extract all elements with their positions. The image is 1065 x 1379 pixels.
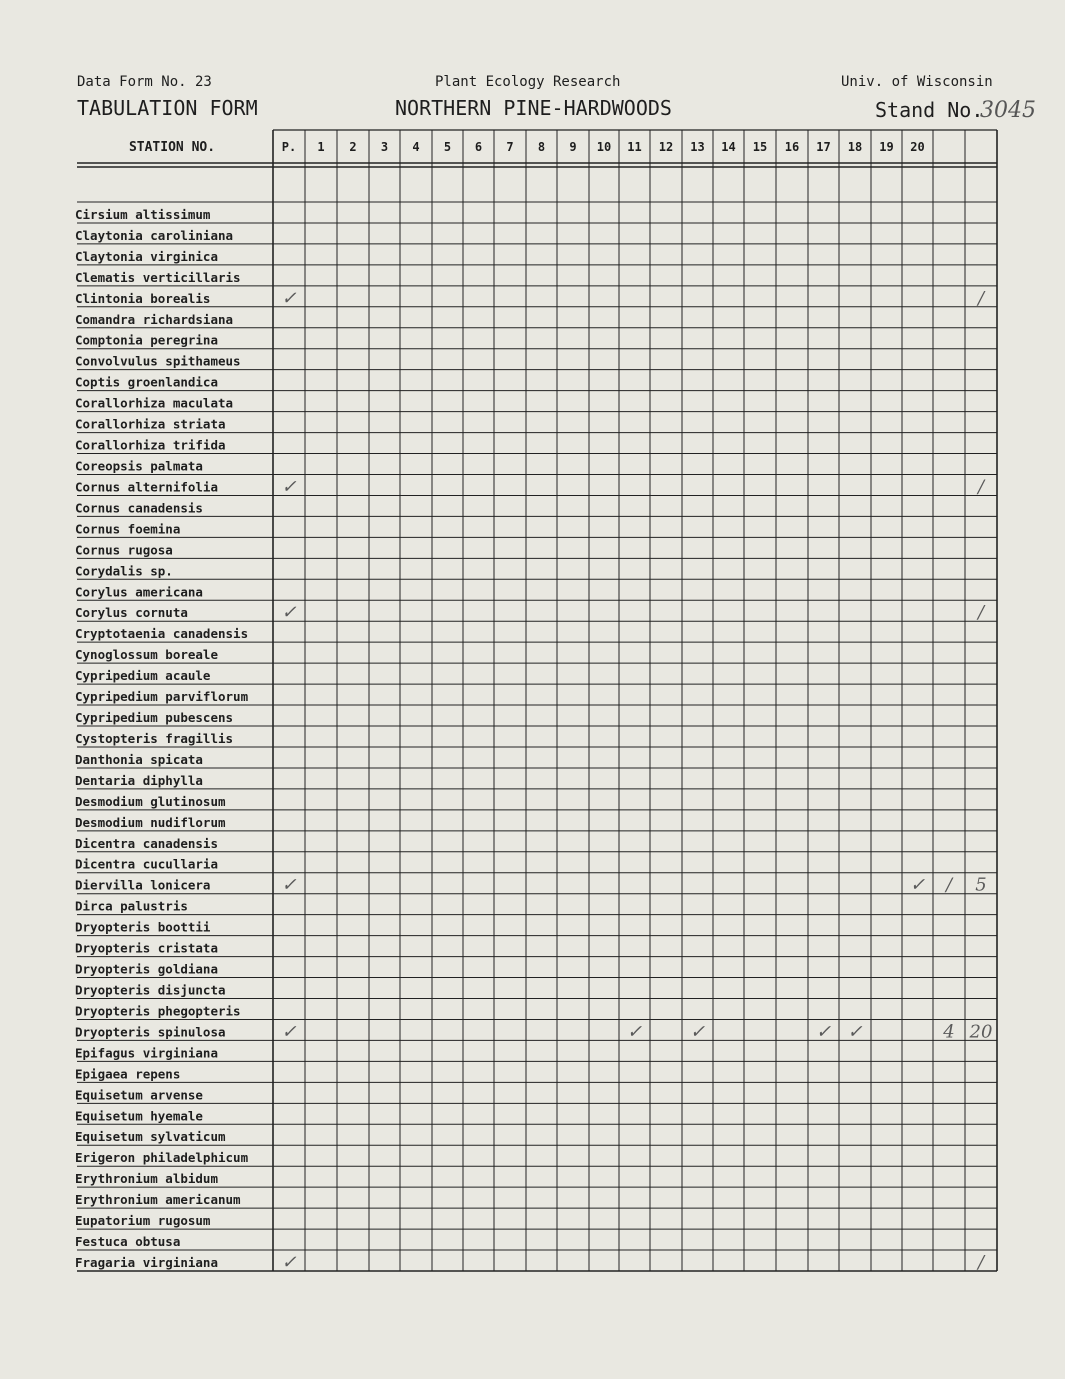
column-header: 2 <box>349 140 357 154</box>
tally-mark: 5 <box>975 874 987 896</box>
species-name: Corallorhiza trifida <box>75 437 226 453</box>
species-name: Dryopteris phegopteris <box>75 1003 241 1019</box>
species-name: Corylus cornuta <box>75 605 188 621</box>
column-header: 15 <box>752 140 768 154</box>
column-header: 13 <box>690 140 705 154</box>
column-header: 7 <box>506 140 514 154</box>
column-header: 17 <box>816 140 831 154</box>
species-name: Clematis verticillaris <box>75 269 241 285</box>
tally-mark: / <box>945 874 953 896</box>
form-title: TABULATION FORM <box>77 96 258 120</box>
species-name: Dicentra cucullaria <box>75 856 218 872</box>
species-name: Fragaria virginiana <box>75 1255 218 1270</box>
species-name: Equisetum arvense <box>75 1087 203 1103</box>
stand-number-value: 3045 <box>980 98 1036 123</box>
species-name: Dryopteris cristata <box>75 940 218 956</box>
species-name: Convolvulus spithameus <box>75 353 241 369</box>
species-name: Erigeron philadelphicum <box>75 1150 249 1166</box>
column-header: 9 <box>569 140 577 154</box>
column-header: 1 <box>317 140 325 154</box>
column-header: 18 <box>847 140 863 154</box>
species-name: Equisetum sylvaticum <box>75 1129 226 1145</box>
tally-mark: ✓ <box>281 1252 297 1273</box>
column-header: 11 <box>627 140 642 154</box>
species-name: Eupatorium rugosum <box>75 1213 211 1229</box>
tally-mark: ✓ <box>689 1021 706 1043</box>
tally-mark: ✓ <box>281 1021 297 1043</box>
species-name: Epifagus virginiana <box>75 1045 218 1061</box>
species-name: Dryopteris goldiana <box>75 961 218 977</box>
tally-mark: / <box>977 602 985 624</box>
species-name: Dicentra canadensis <box>75 835 218 851</box>
species-name: Dryopteris disjuncta <box>75 982 226 998</box>
university-heading: Univ. of Wisconsin <box>841 74 993 90</box>
column-header: 14 <box>721 140 736 154</box>
species-name: Comptonia peregrina <box>75 332 218 348</box>
species-name: Erythronium albidum <box>75 1171 218 1187</box>
tally-mark: ✓ <box>281 874 297 896</box>
species-name: Coptis groenlandica <box>75 374 218 390</box>
species-name: Corallorhiza maculata <box>75 395 234 411</box>
species-name: Dirca palustris <box>75 898 188 914</box>
column-header: 5 <box>443 140 452 154</box>
column-header: 8 <box>537 140 546 154</box>
species-name: Cornus foemina <box>75 521 181 537</box>
species-name: Cynoglossum boreale <box>75 647 218 663</box>
tally-mark: / <box>977 287 985 309</box>
species-name: Dryopteris spinulosa <box>75 1024 226 1040</box>
species-name: Comandra richardsiana <box>75 311 234 327</box>
tally-mark: ✓ <box>847 1021 863 1043</box>
column-header: 10 <box>596 140 612 154</box>
column-header: 4 <box>412 140 420 154</box>
species-name: Cornus rugosa <box>75 542 173 558</box>
species-name: Equisetum hyemale <box>75 1108 203 1124</box>
species-name: Claytonia virginica <box>75 248 218 264</box>
species-name: Desmodium nudiflorum <box>75 814 226 830</box>
species-name: Cystopteris fragillis <box>75 730 234 746</box>
species-name: Dentaria diphylla <box>75 772 203 788</box>
column-header: 19 <box>879 140 894 154</box>
species-name: Claytonia caroliniana <box>75 227 234 243</box>
stand-number-label: Stand No. <box>875 98 984 122</box>
tally-mark: ✓ <box>626 1021 643 1043</box>
species-name: Cypripedium parviflorum <box>75 689 249 705</box>
tally-mark: ✓ <box>909 874 926 896</box>
tally-mark: 20 <box>969 1021 993 1043</box>
form-number: Data Form No. 23 <box>77 74 212 90</box>
species-name: Cirsium altissimum <box>75 206 211 222</box>
species-name: Cornus alternifolia <box>75 479 218 495</box>
tally-mark: / <box>977 476 985 498</box>
species-name: Festuca obtusa <box>75 1234 181 1250</box>
tally-mark: ✓ <box>281 476 297 498</box>
community-title: NORTHERN PINE-HARDWOODS <box>395 96 672 120</box>
column-header: 6 <box>474 140 483 154</box>
species-name: Epigaea repens <box>75 1066 181 1082</box>
station-no-label: STATION NO. <box>128 140 216 155</box>
species-name: Cryptotaenia canadensis <box>75 626 249 642</box>
species-name: Erythronium americanum <box>75 1192 241 1208</box>
species-name: Diervilla lonicera <box>75 877 211 893</box>
tally-mark: ✓ <box>281 602 297 624</box>
tally-mark: ✓ <box>815 1021 832 1043</box>
species-name: Desmodium glutinosum <box>75 793 226 809</box>
research-heading: Plant Ecology Research <box>435 74 621 90</box>
species-name: Coreopsis palmata <box>75 458 203 474</box>
species-name: Dryopteris boottii <box>75 919 211 935</box>
column-header: 20 <box>910 140 925 154</box>
species-name: Clintonia borealis <box>75 290 211 306</box>
column-header: 12 <box>658 140 674 154</box>
species-name: Corallorhiza striata <box>75 416 226 432</box>
tally-mark: ✓ <box>281 287 297 309</box>
species-name: Cypripedium acaule <box>75 668 211 684</box>
species-name: Cornus canadensis <box>75 500 203 516</box>
species-name: Corydalis sp. <box>75 563 173 579</box>
tally-mark: 4 <box>943 1021 955 1043</box>
column-header: P. <box>281 140 297 154</box>
species-name: Danthonia spicata <box>75 751 203 767</box>
species-name: Cypripedium pubescens <box>75 710 234 726</box>
column-header: 3 <box>380 140 389 154</box>
column-header: 16 <box>784 140 800 154</box>
tally-mark: / <box>977 1252 985 1273</box>
species-name: Corylus americana <box>75 584 203 600</box>
